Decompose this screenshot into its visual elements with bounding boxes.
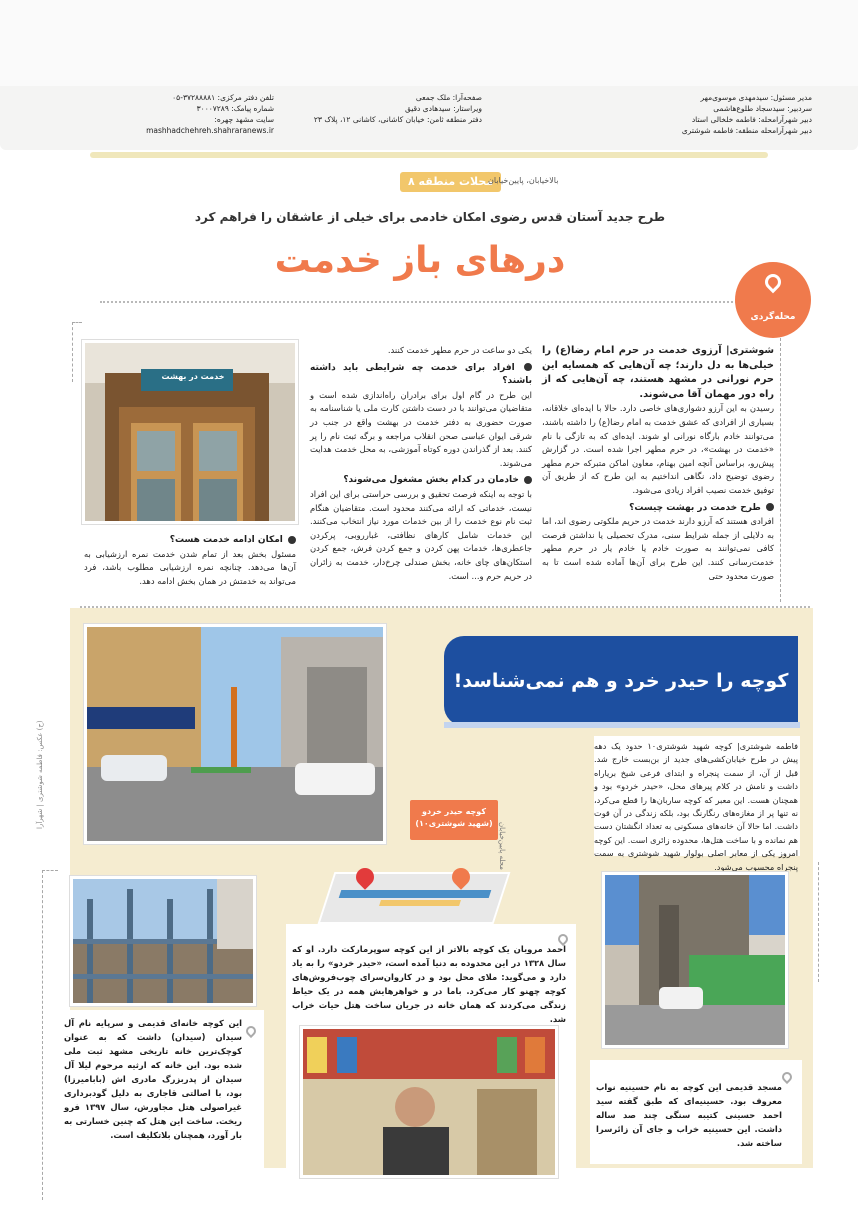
article-paragraph: با توجه به اینکه فرصت تحقیق و بررسی حراستی برای این افراد نیست، خدماتی که ارائه می‌کنند محدود است. متقاضیان هنگام ثبت نام نوع خدمت را از بین خدمات مورد نیاز انتخاب می‌کنند. این خدمات شامل کارهای نظافتی، غبارروبی، پرکردن جاعطری‌ها، خدمات پهن کردن و جمع کردن فرش، جمع کردن استکان‌های چای خانه، بخش صندلی چرخ‌دار، خدمت به زائران در حریم حرم و... است. [310,488,532,581]
bullet-icon [766,503,774,511]
map-illustration [318,872,511,924]
article-lead: شوشتری| آرزوی خدمت در حرم امام رضا(ع) را خیلی‌ها به دل دارند؛ چه آن‌هایی که همسایه این حرم نورانی در مشهد هستند، چه آن‌هایی که از راه دور مهمان آقا می‌شوند. [542,345,774,400]
section-tag: محلات منطقه ۸ [400,172,501,192]
article-paragraph: مسئول بخش بعد از تمام شدن خدمت نمره ارزشیابی به آن‌ها می‌دهد. چنانچه نمره ارزشیابی مطلوب باشد، فرد می‌تواند به خدمتش در همان بخش ادامه دهد. [84,548,296,586]
frame-line [72,322,73,382]
street-illustration [84,627,383,844]
article-column-left [84,530,296,588]
masthead-line: دبیر شهرآرامحله: فاطمه خلخالی استاد [691,115,812,124]
right-caption-text: مسجد قدیمی این کوچه به نام حسینیه نواب معروف بود. حسینیه‌ای که طبق گفته سید احمد حسینی کتیبه سنگی چند صد ساله داشت. این حسینیه خراب و جای آن زائرسرا ساخته شد. [596,1082,782,1148]
bullet-icon [524,363,532,371]
masthead-line: دبیر شهرآرامحله منطقه: فاطمه شوشتری [681,126,812,135]
location-pin-icon [762,271,785,294]
section-subtitle: بالاخیابان، پایین‌خیابان [488,176,559,185]
photo-shrine-door [82,340,298,524]
article-paragraph: افرادی هستند که آرزو دارند خدمت در حریم ملکوتی رضوی اند، اما به دلایلی از جمله شرایط سنی، مدرک تحصیلی یا نداشتن فرصت کافی نمی‌توانند به صورت خادم یا خادم یار در حرم مطهر خدمت‌رسانی کنند. این طرح برای آن‌ها آماده شده است تا به صورت محدود حتی [542,516,774,581]
article-paragraph: رسیدن به این آرزو دشواری‌های خاصی دارد. حالا با ایده‌ای خلاقانه، بسیاری از افرادی که عشق خدمت به امام رضا(ع) را داشته باشند، می‌توانند خادم بارگاه نورانی او شوند. ایده‌ای که به تازگی با نام «خدمت در بهشت»، در حرم مطهر اجرا شده است. در گزارش پیش‌رو، براساس آنچه امین بهنام، معاون اماکن متبرکه حرم مطهر رضوی توضیح داد، نگاهی انداختیم به این طرح که از طریق آن توفیق خدمت نصیب افراد زیادی می‌شود. [542,403,774,495]
masthead-line: مدیر مسئول: سیدمهدی موسوی‌مهر [700,93,812,102]
quote-paragraph: احمد مرویان یک کوچه بالاتر از این کوچه سوپرمارکت دارد. او که سال ۱۳۲۸ در این محدوده به دنیا آمده است، «حیدر خردو» را به یاد دارد و می‌گوید: ملای محل بود و در کاروان‌سرای چوب‌فروش‌های کوچه چهنو کار می‌کرد. باما در و خواهرهایش همه در یک حیاط زندگی می‌کردند که همان خانه در جریان ساخت هتل حیات خراب شد. [292,944,566,1024]
article-paragraph: یکی دو ساعت در حرم مطهر خدمت کنند. [387,345,532,355]
photo-shopkeeper [300,1026,558,1178]
article-question: خادمان در کدام بخش مشغول می‌شوند؟ [310,474,532,488]
masthead-url[interactable]: mashhadchehreh.shahraranews.ir [146,126,274,135]
article-column-middle [310,344,532,583]
quote-text [292,942,566,1026]
badge-label: محله‌گردی [750,312,796,322]
dotted-divider [100,301,740,303]
headline-title: درهای باز خدمت [274,240,566,281]
masthead-divider [90,152,768,158]
masthead-contact [146,92,274,136]
photo-street-top [84,624,386,844]
panel-intro: فاطمه شوشتری| کوچه شهید شوشتری۱۰ حدود یک دهه پیش در طرح خیابان‌کشی‌های جدید از بن‌بست خارج شد. قبل از آن، از سمت پنجراه و ابتدای فرعی شیخ بریاراه داشت و نامش در کلام پیرهای محل، «حیدر خردو» بود و همچنان هست. این معبر که کوچه ساربان‌ها را قطع می‌کرد، نه تنها پر از مغازه‌های رنگارنگ بود، بلکه زندگی در آن قوت داشت. اما حالا آن خانه‌های مسکونی به تعداد انگشتان دست هم نمانده و با ساخت هتل‌ها، محدوده زائری است. این کوچه امروز یکی از معابر اصلی بولوار شهید شوشتری به سمت پنجراه محسوب می‌شود. [594,741,798,872]
map-label: کوچه حیدر خردو (شهید شوشتری۱۰) [410,800,498,840]
bullet-icon [524,476,532,484]
construction-illustration [70,879,253,1006]
masthead-line: سردبیر: سیدسجاد طلوع‌هاشمی [713,104,812,113]
article-question: طرح خدمت در بهشت چیست؟ [542,502,774,516]
photo-credit: (ح) عکس: فاطمه شوشتری | شهرآرا [36,720,44,829]
photo-hotel-building [602,872,788,1048]
right-caption [596,1080,782,1150]
frame-line [42,870,43,1200]
map-road [379,900,461,906]
frame-line [818,862,819,982]
hotel-illustration [602,875,785,1048]
masthead-line: دفتر منطقه ثامن: خیابان کاشانی، کاشانی ۱۲، پلاک ۲۳ [313,115,482,124]
door-illustration [82,343,295,524]
article-question: امکان ادامه خدمت هست؟ [84,534,296,548]
article-question: افراد برای خدمت چه شرایطی باید داشته باشند؟ [310,362,532,387]
headline-kicker: طرح جدید آستان قدس رضوی امکان خادمی برای خیلی از عاشقان را فراهم کرد [194,210,666,224]
door-sign-text: خدمت در بهشت [161,372,225,381]
masthead-line: سایت مشهد چهره: [214,115,274,124]
masthead-line: ویراستار: سیدهادی دقیق [404,104,482,113]
frame-line [72,322,82,323]
masthead-staff [682,92,812,136]
frame-line [42,870,58,871]
masthead-line: تلفن دفتر مرکزی: ۳۷۲۸۸۸۸۱-۰۵ [172,93,274,102]
map-road [339,890,492,898]
article-paragraph: این طرح در گام اول برای برادران راه‌اندازی شده است و متقاضیان می‌توانند با در دست داشتن کارت ملی یا شناسنامه به صورت حضوری به دفتر خدمت در بهشت واقع در جنب در شرقی ایوان عباسی صحن انقلاب مراجعه و برگه ثبت نام را پر کنند. بعد از گذراندن دوره کوتاه آموزشی، به محل خدمت هدایت می‌شوند. [310,389,532,468]
left-caption [64,1016,242,1142]
left-caption-text: این کوچه خانه‌ای قدیمی و سرپایه نام آل سیدان (سیدان) داشت که به عنوان کوچک‌ترین خانه تاریخی مشهد ثبت ملی شده بود. این خانه که ارثیه مرحوم لیلا آل سیدان از پدربزرگ مادری اش (باباميرزا) بود، با اصالتی قاجاری به دلیل گودبرداری غیراصولی هتل مجاورش، سال ۱۳۹۷ فرو ریخت. ساخت این هتل که چنین خسارتی به بار آورد، همچنان بلاتکلیف است. [64,1018,242,1140]
panel-intro-text [594,740,798,874]
article-column-right [542,344,774,583]
map-street-label: محله پایین‌خیابان [498,822,506,870]
masthead-office [314,92,482,125]
bullet-icon [288,536,296,544]
panel-title-underline [444,722,800,728]
masthead-line: صفحه‌آرا: ملک جمعی [415,93,482,102]
panel-title: کوچه را حیدر خرد و هم نمی‌شناسد! [444,636,798,726]
section-badge [735,262,811,338]
masthead-line: شماره پیامک: ۳۰۰۰۷۲۸۹ [196,104,274,113]
shop-illustration [300,1029,555,1178]
blank-top-area [0,0,858,86]
frame-line [780,338,781,602]
masthead [0,86,858,150]
photo-construction-site [70,876,256,1006]
